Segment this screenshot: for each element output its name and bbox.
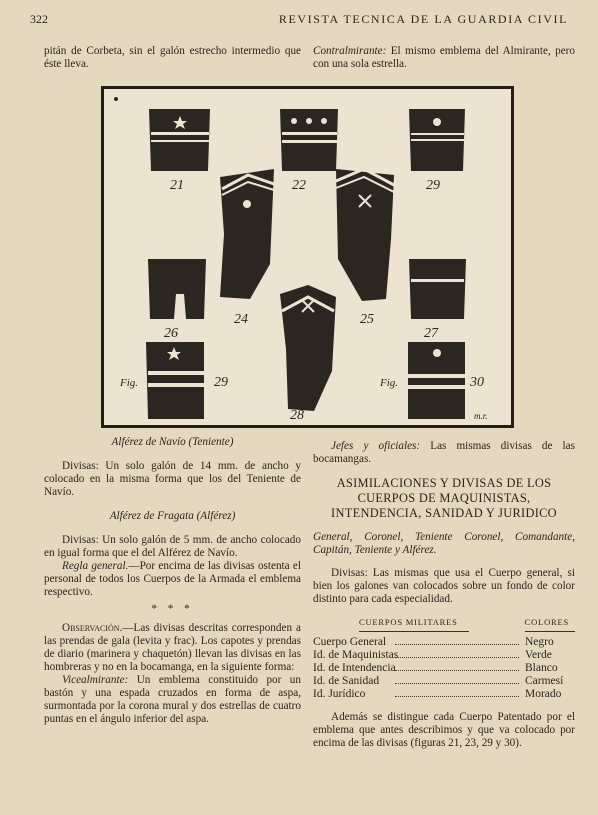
left-column xyxy=(44,436,301,726)
label-27: 27 xyxy=(424,326,438,341)
cuff-30-corner-dot xyxy=(114,97,118,101)
left-intro xyxy=(44,45,301,71)
colors-table xyxy=(313,614,575,701)
cuff-27-band xyxy=(411,279,464,282)
insignia-plate xyxy=(101,86,514,428)
sleeve-25 xyxy=(336,169,394,301)
observacion-label: Observación. xyxy=(62,622,123,634)
label-fig-left: Fig. xyxy=(120,377,139,389)
cuff-26 xyxy=(148,259,206,319)
table-header xyxy=(313,614,575,628)
row-name: Id. de Sanidad xyxy=(313,675,380,687)
cuff-22-star-2 xyxy=(306,118,312,124)
table-row xyxy=(313,636,575,649)
page-number: 322 xyxy=(30,12,48,26)
cuff-30-band-2 xyxy=(408,385,465,389)
row-leader xyxy=(395,644,519,645)
cuff-30-band xyxy=(408,374,465,378)
row-leader xyxy=(395,657,519,658)
page-header xyxy=(30,10,568,30)
cuff-21-band-2 xyxy=(151,140,209,142)
section-divider: * * * xyxy=(151,603,194,615)
observacion-paragraph xyxy=(44,622,301,674)
right-intro xyxy=(313,45,575,71)
contralmirante-paragraph xyxy=(313,45,575,71)
sleeve-23-emblem xyxy=(243,200,251,208)
cuff-22-star-1 xyxy=(291,118,297,124)
row-color: Carmesí xyxy=(525,675,564,687)
row-name: Cuerpo General xyxy=(313,636,387,648)
closing-paragraph: Además se distingue cada Cuerpo Patentado por el emblema que antes describimos y que va colocado por encima de las divisas (figuras 21, 23, 29 y 30). xyxy=(313,711,575,749)
right-column xyxy=(313,440,575,750)
table-row xyxy=(313,649,575,662)
cuff-29-bottom-band xyxy=(148,371,204,375)
regla-paragraph xyxy=(44,560,301,599)
row-name: Id. de Maquinistas xyxy=(313,649,399,661)
label-21: 21 xyxy=(170,178,184,193)
vicealmirante-text: Un emblema constituido por un bastón y una espada cruzados en forma de aspa, surmontada por la corona mural y dos estrellas de cuatro puntas en el ángulo inferior del aspa. xyxy=(44,674,301,725)
label-29-bottom: 29 xyxy=(214,375,228,390)
header-rule-right xyxy=(525,631,575,632)
label-30: 30 xyxy=(470,375,484,390)
cuff-30-emblem xyxy=(433,349,441,357)
label-29-top: 29 xyxy=(426,178,440,193)
alferez-navio-title: Alférez de Navío (Teniente) xyxy=(111,436,234,448)
jefes-paragraph xyxy=(313,440,575,466)
cuff-22-band-2 xyxy=(282,140,337,143)
header-cuerpos: CUERPOS MILITARES xyxy=(359,617,458,627)
alferez-fragata-title: Alférez de Fragata (Alférez) xyxy=(109,510,236,522)
row-name: Id. de Intendencia xyxy=(313,662,396,674)
row-color: Verde xyxy=(525,649,552,661)
row-leader xyxy=(395,683,519,684)
cuff-21-band xyxy=(151,132,209,135)
table-row xyxy=(313,675,575,688)
insignia-figure xyxy=(104,89,511,425)
vicealmirante-label: Vicealmirante: xyxy=(62,674,129,686)
label-26: 26 xyxy=(164,326,178,341)
header-rule-left xyxy=(359,631,469,632)
cuff-29-top-band xyxy=(411,133,464,135)
label-25: 25 xyxy=(360,312,374,327)
regla-text: —Por encima de las divisas ostenta el personal de todos los Cuerpos de la Armada el emblema respectivo. xyxy=(44,560,301,598)
row-leader xyxy=(395,670,519,671)
journal-title: REVISTA TECNICA DE LA GUARDIA CIVIL xyxy=(278,12,568,26)
left-intro-text: pitán de Corbeta, sin el galón estrecho intermedio que éste lleva. xyxy=(44,45,301,70)
cuff-22-star-3 xyxy=(321,118,327,124)
cuff-29-top-band-2 xyxy=(411,139,464,141)
contralmirante-text: El mismo emblema del Almirante, pero con una sola estrella. xyxy=(313,45,575,70)
alferez-navio-text: Divisas: Un solo galón de 14 mm. de ancho y colocado en la misma forma que los del Teniente de Navío. xyxy=(44,460,301,498)
row-color: Blanco xyxy=(525,662,558,674)
label-22: 22 xyxy=(292,178,306,193)
label-24: 24 xyxy=(234,312,248,327)
cuff-29-bottom-band-2 xyxy=(148,383,204,387)
observacion-text: —Las divisas descritas corresponden a las prendas de gala (levita y frac). Los capotes y prendas de diario (marinera y chaquetón) llevan las divisas en las hombreras y no en la bocamanga, en la siguiente forma: xyxy=(44,622,301,673)
row-color: Morado xyxy=(525,688,562,700)
regla-label: Regla general. xyxy=(62,560,129,572)
header-colores: COLORES xyxy=(524,617,569,627)
vicealmirante-paragraph xyxy=(44,674,301,726)
artist-signature: m.r. xyxy=(474,411,488,421)
sleeve-28 xyxy=(280,285,336,411)
cuff-22-band xyxy=(282,132,337,135)
label-28: 28 xyxy=(290,408,304,423)
alferez-fragata-text: Divisas: Un solo galón de 5 mm. de ancho colocado en igual forma que el del Alférez de Navío. xyxy=(44,534,301,559)
table-row xyxy=(313,688,575,701)
row-leader xyxy=(395,696,519,697)
row-name: Id. Jurídico xyxy=(313,688,366,700)
section-title: ASIMILACIONES Y DIVISAS DE LOS CUERPOS DE MAQUINISTAS, INTENDENCIA, SANIDAD Y JURIDICO xyxy=(331,476,557,520)
jefes-text: Las mismas divisas de las bocamangas. xyxy=(313,440,575,465)
cuff-29-top-emblem xyxy=(433,118,441,126)
cuff-27 xyxy=(409,259,466,319)
contralmirante-label: Contralmirante: xyxy=(313,45,387,57)
table-row xyxy=(313,662,575,675)
label-fig-right: Fig. xyxy=(380,377,399,389)
row-color: Negro xyxy=(525,636,554,648)
jefes-label: Jefes y oficiales: xyxy=(331,440,421,452)
divisas-text: Divisas: Las mismas que usa el Cuerpo general, si bien los galones van colocados sobre un fondo de color distinto para cada especialidad. xyxy=(313,567,575,605)
ranks-list: General, Coronel, Teniente Coronel, Comandante, Capitán, Teniente y Alférez. xyxy=(313,531,575,556)
